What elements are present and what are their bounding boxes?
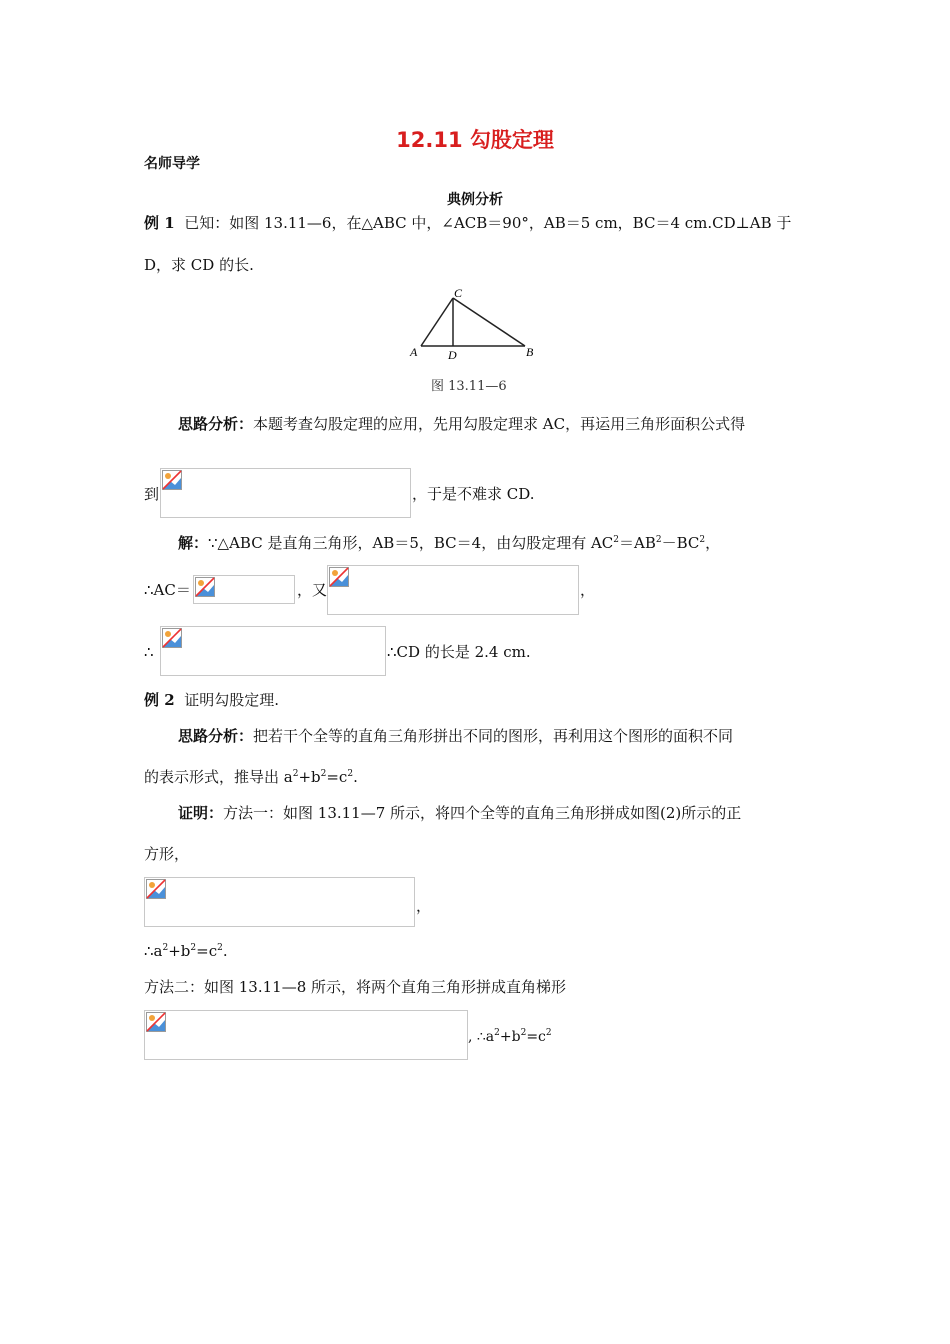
comma-text: ，	[580, 581, 596, 599]
superscript: 2	[699, 535, 706, 545]
proof-line1	[178, 803, 741, 823]
analysis-line2-end: .	[353, 768, 358, 786]
superscript: 2	[545, 1028, 552, 1038]
conclusion-1	[144, 941, 228, 961]
conclusion2-mid1: +b	[499, 1029, 521, 1045]
analysis-line2-mid2: =c	[326, 768, 348, 786]
analysis-line2-pre: 到	[144, 485, 160, 503]
superscript: 2	[520, 1028, 527, 1038]
comma-text: ，	[416, 897, 432, 915]
figure-caption: 图 13.11—6	[431, 379, 507, 394]
broken-image-icon	[146, 879, 166, 899]
conclusion-pre: ∴a	[144, 942, 163, 960]
formula-image-placeholder	[144, 877, 415, 927]
label-d: D	[448, 348, 457, 362]
therefore-symbol: ∴	[144, 643, 154, 661]
broken-image-icon	[162, 628, 182, 648]
analysis-text: 本题考查勾股定理的应用，先用勾股定理求 AC，再运用三角形面积公式得	[253, 415, 746, 433]
analysis-line2-post: ，于是不难求 CD.	[412, 485, 535, 503]
analysis-label: 思路分析：	[178, 727, 254, 745]
solution-line	[178, 533, 720, 553]
conclusion-mid2: =c	[196, 942, 218, 960]
superscript: 2	[217, 943, 223, 953]
conclusion2-pre: , ∴a	[468, 1029, 495, 1045]
triangle-figure	[405, 282, 545, 364]
you-text: ，又	[297, 581, 328, 599]
formula-image-placeholder	[193, 575, 295, 604]
ac-prefix: ∴AC＝	[144, 581, 191, 599]
example1-line1	[144, 213, 791, 233]
example1-line2: D，求 CD 的长.	[144, 256, 254, 274]
broken-image-icon	[162, 470, 182, 490]
conclusion2-mid2: =c	[526, 1029, 546, 1045]
solution-label: 解：	[178, 534, 209, 552]
superscript: 2	[347, 769, 354, 779]
label-a: A	[410, 345, 418, 359]
conclusion-2	[468, 1027, 552, 1047]
example2-analysis-line2	[144, 767, 358, 787]
side-ac	[421, 298, 453, 346]
superscript: 2	[613, 535, 620, 545]
example1-text: 已知：如图 13.11—6，在△ABC 中，∠ACB＝90°，AB＝5 cm，BC＝4 cm.CD⊥AB 于	[184, 214, 792, 232]
conclusion-mid1: +b	[168, 942, 191, 960]
conclusion-end: .	[222, 942, 228, 960]
proof-line2: 方形，	[144, 845, 190, 863]
page-title: 12.11 勾股定理	[396, 128, 554, 152]
formula-image-placeholder	[144, 1010, 468, 1060]
solution-eq-ab: ＝AB	[619, 534, 656, 552]
label-c: C	[454, 286, 463, 300]
superscript: 2	[162, 943, 169, 953]
side-bc	[453, 298, 525, 346]
example1-label: 例 1	[144, 214, 175, 232]
proof-label: 证明：	[178, 804, 224, 822]
superscript: 2	[190, 943, 197, 953]
method2-text: 方法二：如图 13.11—8 所示，将两个直角三角形拼成直角梯形	[144, 978, 567, 996]
analysis-label: 思路分析：	[178, 415, 254, 433]
analysis-line2-pre: 的表示形式，推导出 a	[144, 768, 293, 786]
superscript: 2	[320, 769, 327, 779]
solution-text: ∵△ABC 是直角三角形，AB＝5，BC＝4，由勾股定理有 AC	[208, 534, 614, 552]
proof-text: 方法一：如图 13.11—7 所示，将四个全等的直角三角形拼成如图(2)所示的正	[223, 804, 742, 822]
solution-end: ，	[705, 534, 721, 552]
analysis-line2-mid1: +b	[298, 768, 321, 786]
broken-image-icon	[195, 577, 215, 597]
subsection-heading: 典例分析	[447, 192, 503, 208]
solution-eq-bc: －BC	[661, 534, 700, 552]
example2-line	[144, 690, 279, 710]
formula-image-placeholder	[160, 468, 411, 518]
superscript: 2	[655, 535, 662, 545]
formula-image-placeholder	[327, 565, 579, 615]
label-b: B	[526, 345, 534, 359]
superscript: 2	[292, 769, 299, 779]
example2-label: 例 2	[144, 691, 175, 709]
superscript: 2	[494, 1028, 500, 1038]
example2-text: 证明勾股定理.	[184, 691, 279, 709]
broken-image-icon	[146, 1012, 166, 1032]
broken-image-icon	[329, 567, 349, 587]
example1-analysis	[178, 414, 745, 434]
analysis-text: 把若干个全等的直角三角形拼出不同的图形，再利用这个图形的面积不同	[253, 727, 734, 745]
formula-image-placeholder	[160, 626, 386, 676]
cd-result: ∴CD 的长是 2.4 cm.	[387, 643, 531, 661]
example2-analysis	[178, 726, 733, 746]
section-heading: 名师导学	[144, 156, 200, 172]
